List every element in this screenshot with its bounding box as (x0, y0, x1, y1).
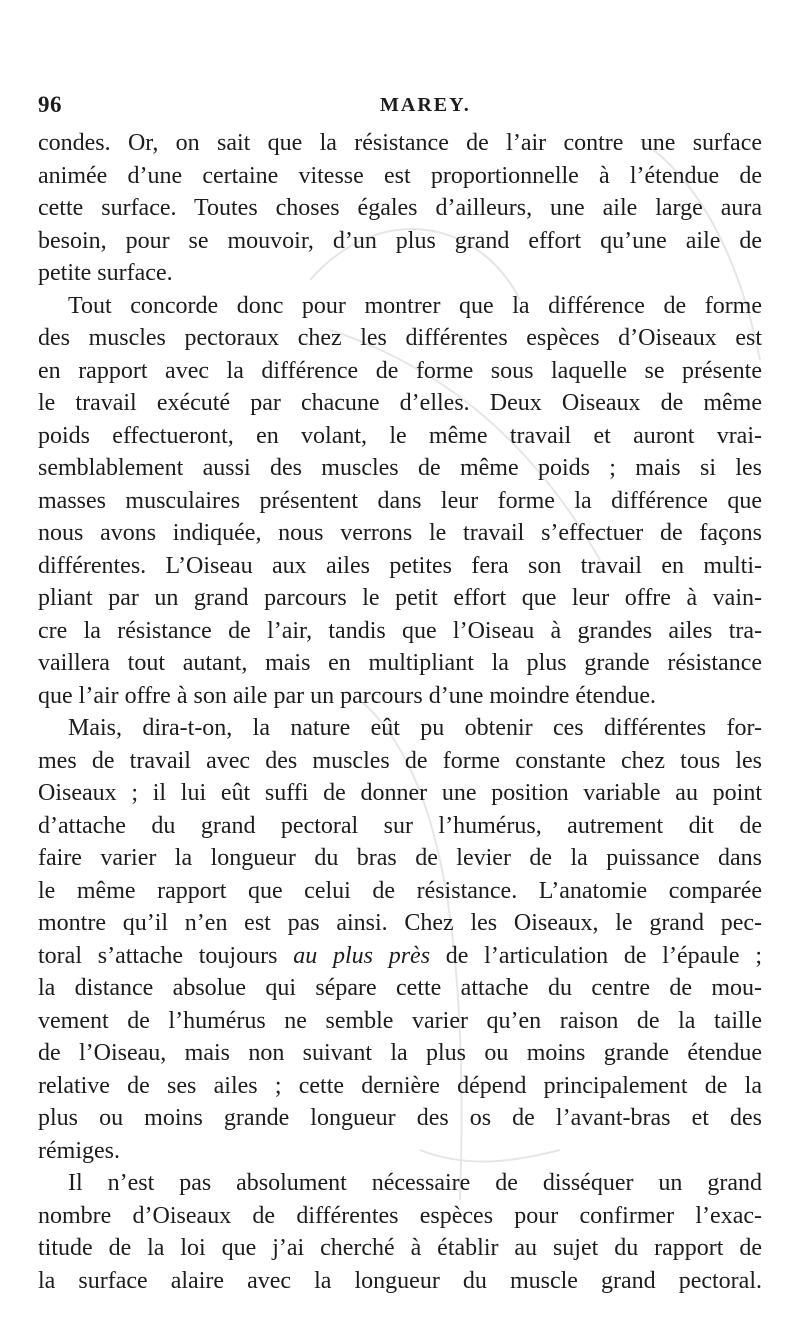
text-segment: relative de ses ailes ; cette dernière dépend principalement de la (38, 1072, 762, 1099)
text-segment: que l’air offre à son aile par un parcours d’une moindre étendue. (38, 682, 656, 709)
text-line (38, 875, 762, 908)
text-segment: cette surface. Toutes choses égales d’ailleurs, une aile large aura (38, 195, 762, 221)
italic-text: au plus près (293, 942, 431, 969)
text-line (38, 615, 762, 648)
text-segment: le même rapport que celui de résistance. L’anatomie comparée (38, 877, 762, 904)
text-line (38, 582, 762, 615)
text-line (38, 517, 762, 550)
text-line (38, 1037, 762, 1070)
text-line (38, 712, 762, 745)
text-segment: faire varier la longueur du bras de levier de la puissance dans (38, 845, 762, 871)
page-number: 96 (38, 92, 62, 117)
text-segment: montre qu’il n’en est pas ainsi. Chez les Oiseaux, le grand pec- (38, 910, 762, 936)
text-line (38, 907, 762, 940)
text-segment: toral s’attache toujours (38, 942, 294, 969)
text-segment: pliant par un grand parcours le petit effort que leur offre à vain- (38, 585, 762, 611)
text-segment: titude de la loi que j’ai cherché à établir au sujet du rapport de (38, 1235, 762, 1261)
text-line (38, 192, 762, 225)
running-head: MAREY. (380, 94, 471, 116)
text-segment: le travail exécuté par chacune d’elles. Deux Oiseaux de même (38, 390, 762, 416)
text-line (38, 420, 762, 453)
text-line (38, 810, 762, 843)
text-segment: Tout concorde donc pour montrer que la différence de forme (68, 292, 762, 319)
text-segment: de l’Oiseau, mais non suivant la plus ou moins grande étendue (38, 1040, 762, 1066)
text-segment: rémiges. (38, 1137, 120, 1164)
text-line (38, 225, 762, 258)
text-line (38, 485, 762, 518)
text-line (38, 972, 762, 1005)
text-segment: vaillera tout autant, mais en multipliant la plus grande résistance (38, 650, 762, 676)
text-line (38, 1167, 762, 1200)
text-segment: Oiseaux ; il lui eût suffi de donner une position variable au point (38, 780, 762, 806)
text-line (38, 387, 762, 420)
text-line (38, 1070, 762, 1103)
text-line (38, 160, 762, 193)
text-segment: cre la résistance de l’air, tandis que l’Oiseau à grandes ailes tra- (38, 617, 762, 644)
text-line (38, 290, 762, 323)
body-text (38, 127, 762, 1297)
text-segment: petite surface. (38, 260, 173, 286)
text-segment: en rapport avec la différence de forme sous laquelle se présente (38, 357, 762, 384)
text-line (38, 1232, 762, 1265)
text-line (38, 257, 762, 290)
text-segment: Il n’est pas absolument nécessaire de disséquer un grand (68, 1170, 762, 1196)
text-segment: la surface alaire avec la longueur du muscle grand pectoral. (38, 1267, 762, 1294)
text-segment: la distance absolue qui sépare cette attache du centre de mou- (38, 975, 762, 1001)
text-line (38, 647, 762, 680)
text-line (38, 127, 762, 160)
text-line (38, 1102, 762, 1135)
text-line (38, 452, 762, 485)
text-segment: différentes. L’Oiseau aux ailes petites fera son travail en multi- (38, 552, 762, 579)
text-line (38, 1135, 762, 1168)
text-line (38, 1200, 762, 1233)
text-segment: semblablement aussi des muscles de même poids ; mais si les (38, 455, 762, 481)
text-line (38, 1005, 762, 1038)
text-line (38, 680, 762, 713)
text-segment: des muscles pectoraux chez les différentes espèces d’Oiseaux est (38, 325, 762, 351)
text-segment: nombre d’Oiseaux de différentes espèces pour confirmer l’exac- (38, 1202, 762, 1229)
text-line (38, 322, 762, 355)
text-line (38, 355, 762, 388)
text-segment: condes. Or, on sait que la résistance de l’air contre une surface (38, 130, 762, 156)
text-line (38, 745, 762, 778)
text-segment: besoin, pour se mouvoir, d’un plus grand effort qu’une aile de (38, 227, 762, 254)
page-header (38, 92, 760, 122)
text-segment: Mais, dira-t-on, la nature eût pu obtenir ces différentes for- (68, 715, 762, 741)
text-line (38, 940, 762, 973)
text-segment: mes de travail avec des muscles de forme constante chez tous les (38, 747, 762, 774)
text-segment: de l’articulation de l’épaule ; (430, 942, 762, 969)
text-line (38, 550, 762, 583)
text-segment: plus ou moins grande longueur des os de l’avant-bras et des (38, 1105, 762, 1131)
text-line (38, 842, 762, 875)
text-segment: masses musculaires présentent dans leur forme la différence que (38, 487, 762, 514)
text-segment: animée d’une certaine vitesse est proportionnelle à l’étendue de (38, 162, 762, 189)
text-line (38, 1265, 762, 1298)
text-segment: d’attache du grand pectoral sur l’humérus, autrement dit de (38, 812, 762, 839)
text-segment: vement de l’humérus ne semble varier qu’en raison de la taille (38, 1007, 762, 1034)
text-segment: poids effectueront, en volant, le même travail et auront vrai- (38, 422, 762, 449)
text-line (38, 777, 762, 810)
text-segment: nous avons indiquée, nous verrons le travail s’effectuer de façons (38, 520, 762, 546)
